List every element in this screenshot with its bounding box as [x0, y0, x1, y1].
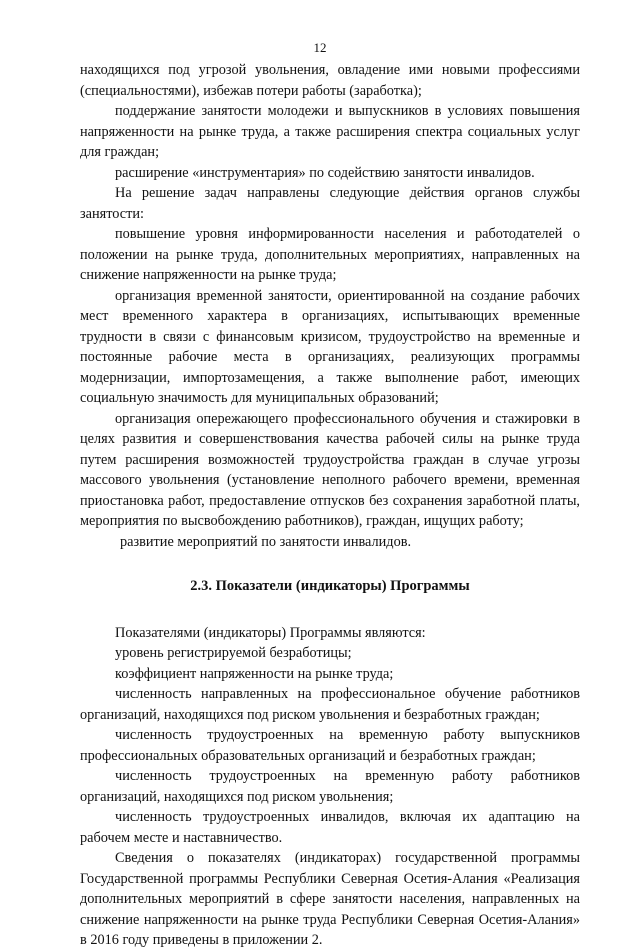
- paragraph: На решение задач направлены следующие действия органов службы занятости:: [80, 185, 580, 222]
- paragraph: организация временной занятости, ориентированной на создание рабочих мест временного характера в организациях, испытывающих временные трудности в связи с финансовым кризисом, трудоустройство на временные и постоянные рабочие места в организациях, реализующих программы модернизации, импортозамещения, а также выполнение работ, имеющих социальную значимость для муниципальных образований;: [80, 287, 580, 406]
- paragraph: уровень регистрируемой безработицы;: [115, 645, 352, 661]
- paragraph: находящихся под угрозой увольнения, овладение ими новыми профессиями (специальностями), избежав потери работы (заработка);: [80, 62, 580, 99]
- paragraph: организация опережающего профессионального обучения и стажировки в целях развития и совершенствования качества рабочей силы на рынке труда путем расширения возможностей трудоустройства граждан в случае угрозы массового увольнения (установление неполного рабочего времени, временная приостановка работ, предоставление отпусков без сохранения заработной платы, мероприятия по высвобождению работников), граждан, ищущих работу;: [80, 410, 580, 529]
- paragraph: расширение «инструментария» по содействию занятости инвалидов.: [115, 164, 535, 181]
- paragraph: численность трудоустроенных на временную работу выпускников профессиональных образовательных организаций и безработных граждан;: [80, 727, 580, 764]
- paragraphs-before-heading: [80, 60, 580, 552]
- paragraph: развитие мероприятий по занятости инвалидов.: [120, 533, 412, 550]
- paragraph: Показателями (индикаторы) Программы являются:: [115, 624, 426, 641]
- paragraph: численность трудоустроенных инвалидов, включая их адаптацию на рабочем месте и наставничество.: [80, 809, 580, 846]
- paragraph: численность трудоустроенных на временную работу работников организаций, находящихся под риском увольнения;: [80, 768, 580, 805]
- paragraph: численность направленных на профессиональное обучение работников организаций, находящихся под риском увольнения и безработных граждан;: [80, 686, 580, 723]
- paragraphs-after-heading: [80, 623, 580, 951]
- paragraph: коэффициент напряженности на рынке труда;: [115, 665, 394, 682]
- paragraph: поддержание занятости молодежи и выпускников в условиях повышения напряженности на рынке труда, а также расширения спектра социальных услуг для граждан;: [80, 103, 580, 160]
- paragraph: Сведения о показателях (индикаторах) государственной программы Государственной программы Республики Северная Осетия-Алания «Реализация дополнительных мероприятий в сфере занятости населения, направленных на снижение напряженности на рынке труда Республики Северная Осетия-Алания» в 2016 году приведены в приложении 2.: [80, 850, 580, 948]
- paragraph: повышение уровня информированности населения и работодателей о положении на рынке труда, дополнительных мероприятиях, направленных на снижение напряженности на рынке труда;: [80, 226, 580, 283]
- page-number: 12: [313, 40, 327, 55]
- section-heading: 2.3. Показатели (индикаторы) Программы: [190, 578, 470, 594]
- document-body: [80, 60, 580, 951]
